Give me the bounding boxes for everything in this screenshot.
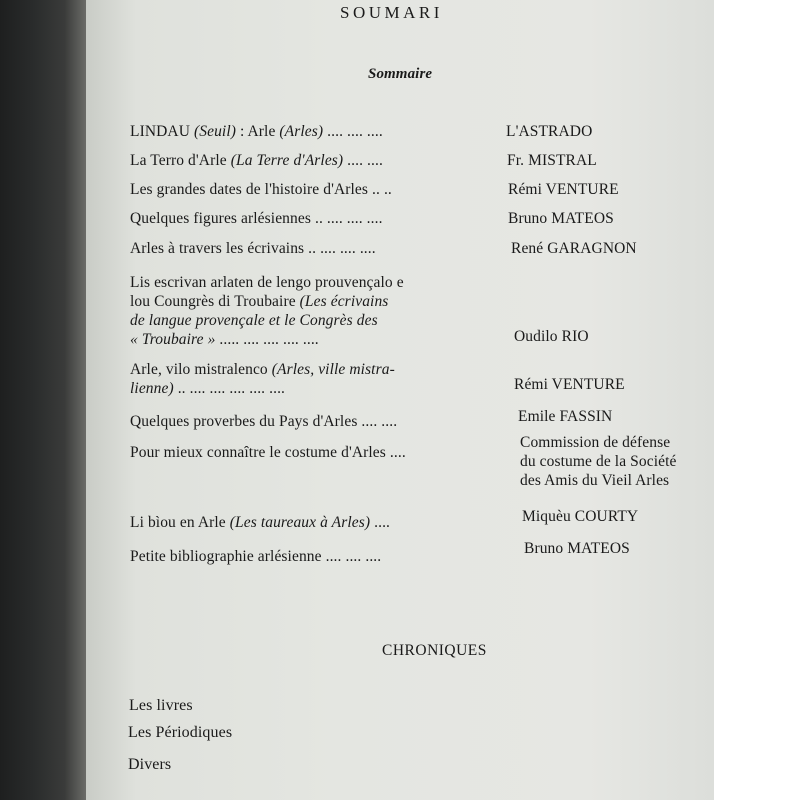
- toc-entry-translation: (Arles, ville mistra-: [271, 361, 395, 378]
- page-margin: [714, 0, 800, 800]
- page-title: SOUMARI: [340, 3, 443, 22]
- toc-entry-title-line: [130, 312, 378, 330]
- toc-entry-text: : Arle: [236, 123, 280, 140]
- toc-entry-author: du costume de la Société: [520, 453, 677, 470]
- toc-entry-title-line: [130, 152, 383, 170]
- chronique-item-livres: Les livres: [129, 697, 193, 714]
- toc-entry-translation: (Les écrivains: [299, 293, 389, 310]
- toc-entry-author: Bruno MATEOS: [508, 210, 614, 227]
- toc-entry-title-line: [130, 210, 383, 228]
- toc-entry-text: .... ....: [343, 152, 383, 169]
- toc-entry-text: Petite bibliographie arlésienne .... .... ....: [130, 548, 382, 565]
- toc-entry-translation: « Troubaire »: [130, 331, 216, 348]
- toc-entry-title-line: [130, 380, 285, 398]
- toc-entry-author: René GARAGNON: [511, 240, 637, 257]
- toc-entry-title-line: [130, 240, 376, 258]
- toc-entry-title-line: [130, 181, 392, 199]
- toc-entry-author: L'ASTRADO: [506, 123, 593, 140]
- toc-entry-translation: (Seuil): [193, 123, 236, 140]
- chronique-item-divers: Divers: [128, 756, 172, 773]
- toc-entry-author: Bruno MATEOS: [524, 540, 630, 557]
- page-subtitle: Sommaire: [368, 66, 433, 82]
- toc-entry-text: ....: [370, 514, 391, 531]
- toc-entry-text: Lis escrivan arlaten de lengo prouvençalo e: [130, 274, 404, 291]
- toc-entry-text: La Terro d'Arle: [130, 152, 231, 169]
- toc-entry-translation: (Arles): [279, 123, 324, 140]
- toc-entry-author: Fr. MISTRAL: [507, 152, 597, 169]
- toc-entry-title-line: [130, 444, 406, 462]
- toc-entry-text: LINDAU: [130, 123, 194, 140]
- toc-entry-author: Emile FASSIN: [518, 408, 613, 425]
- toc-entry-title-line: [130, 548, 381, 566]
- chroniques-heading: CHRONIQUES: [382, 642, 487, 659]
- toc-entry-text: ..... .... .... .... ....: [215, 331, 319, 348]
- toc-entry-author: Rémi VENTURE: [508, 181, 619, 198]
- toc-entry-translation: lienne): [130, 380, 174, 397]
- book-spine-shadow: [0, 0, 86, 800]
- chronique-item-periodiques: Les Périodiques: [128, 724, 233, 741]
- toc-entry-translation: (La Terre d'Arles): [230, 152, 344, 169]
- toc-entry-title-line: [130, 274, 404, 292]
- toc-entry-translation: de langue provençale et le Congrès des: [130, 312, 378, 329]
- toc-entry-text: Li bìou en Arle: [130, 514, 230, 531]
- toc-entry-translation: (Les taureaux à Arles): [229, 514, 371, 531]
- toc-entry-title-line: [130, 293, 388, 311]
- toc-entry-title-line: [130, 514, 390, 532]
- toc-entry-author: Rémi VENTURE: [514, 376, 625, 393]
- toc-entry-author: Oudilo RIO: [514, 328, 589, 345]
- toc-entry-text: Arle, vilo mistralenco: [130, 361, 272, 378]
- toc-entry-title-line: [130, 331, 319, 349]
- toc-entry-title-line: [130, 361, 395, 379]
- toc-entry-text: Quelques figures arlésiennes .. .... .... ....: [130, 210, 383, 227]
- toc-entry-text: Les grandes dates de l'histoire d'Arles .. ..: [130, 181, 392, 198]
- toc-entry-author: Commission de défense: [520, 434, 671, 451]
- toc-entry-author: Miquèu COURTY: [522, 508, 639, 525]
- toc-entry-text: .. .... .... .... .... ....: [173, 380, 286, 397]
- toc-entry-text: Arles à travers les écrivains .. .... .... ....: [130, 240, 376, 257]
- toc-entry-text: Pour mieux connaître le costume d'Arles ....: [130, 444, 406, 461]
- toc-entry-title-line: [130, 123, 383, 141]
- toc-entry-text: lou Coungrès di Troubaire: [130, 293, 300, 310]
- book-page: [86, 0, 714, 800]
- toc-entry-text: .... .... ....: [323, 123, 383, 140]
- toc-entry-title-line: [130, 413, 397, 431]
- toc-entry-author: des Amis du Vieil Arles: [520, 472, 670, 489]
- toc-entry-text: Quelques proverbes du Pays d'Arles .... ....: [130, 413, 398, 430]
